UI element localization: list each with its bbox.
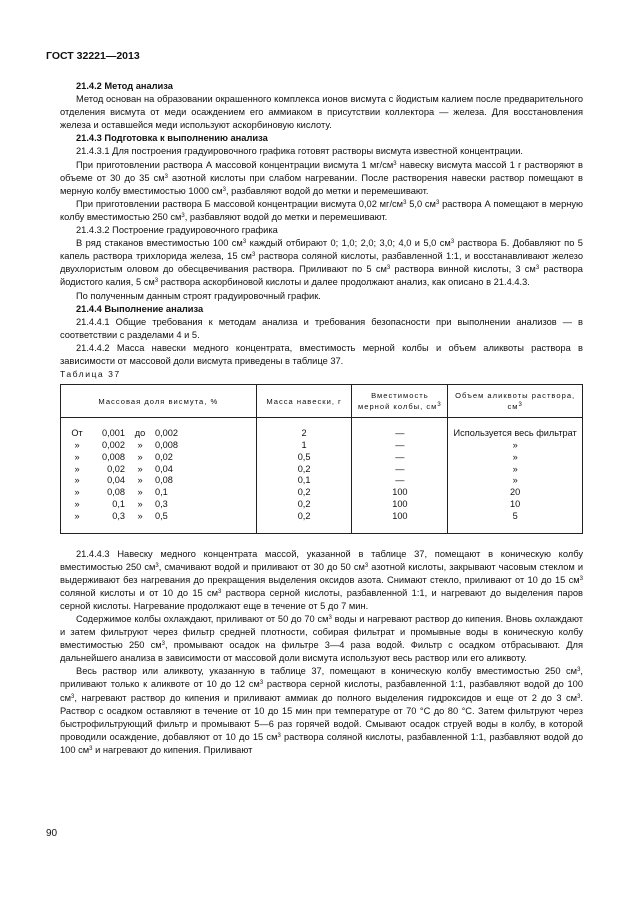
range-p: »	[74, 510, 80, 521]
table-cell-flask: 100	[392, 487, 408, 498]
table-cell-aliquot: »	[512, 463, 518, 474]
table-cell-flask: —	[395, 475, 405, 486]
table-cell-mass: 0,2	[297, 498, 311, 509]
paragraph: 21.4.4.2 Масса навески медного концентрата, вместимость мерной колбы и объем аликвоты раствора в зависимости от массовой доли висмута приведены в таблице 37.	[60, 342, 583, 366]
table-row-range	[65, 428, 252, 440]
paragraph: По полученным данным строят градуировочный график.	[76, 290, 321, 301]
range-from: 0,1	[112, 498, 125, 509]
table-header-cell: Масса навески, г	[256, 385, 352, 418]
table-cell-aliquot: Используется весь фильтрат	[453, 428, 577, 439]
table-cell-mass: 2	[301, 428, 307, 439]
range-to: 0,5	[155, 510, 168, 521]
paragraph: Содержимое колбы охлаждают, приливают от 50 до 70 $см^3$ воды и нагревают раствор до кипения. Вновь охлаждают и затем фильтруют через фильтр средней плотности, собирая фильтрат и промывные воды в коническую колбу вместимостью 250 $см^3$, промывают осадок на фильтре 3—4 раза водой. Фильтр с осадком отбрасывают. Для дальнейшего анализа в зависимости от массовой доли висмута используют весь раствор или его аликвоту.	[60, 614, 583, 664]
document-header: ГОСТ 32221—2013	[46, 50, 140, 62]
table-caption: Таблица 37	[60, 369, 121, 380]
table-cell-flask: —	[395, 451, 405, 462]
table-cell-aliquot: 10	[510, 498, 521, 509]
table-cell-aliquot: »	[512, 451, 518, 462]
table-row-range	[65, 487, 252, 499]
range-p: »	[74, 451, 80, 462]
table-body	[61, 418, 583, 533]
range-from: 0,02	[107, 463, 125, 474]
range-p: »	[74, 463, 80, 474]
range-to: 0,008	[155, 439, 178, 450]
table-cell-mass: 1	[301, 439, 307, 450]
range-to: 0,04	[155, 463, 173, 474]
table-cell-aliquot: 20	[510, 487, 521, 498]
table-row-range	[65, 452, 252, 464]
paragraph: При приготовлении раствора Б массовой концентрации висмута 0,02 $мг/см^3$ 5,0 $см^3$ раствора А помещают в мерную колбу вместимостью 250 $см^3$, разбавляют водой до метки и перемешивают.	[60, 198, 584, 222]
range-sep: »	[137, 498, 143, 509]
section-before-table	[60, 80, 583, 368]
range-p: »	[74, 487, 80, 498]
section-heading: 21.4.4 Выполнение анализа	[76, 303, 204, 314]
table-cell-mass: 0,1	[297, 475, 311, 486]
document-body	[60, 80, 583, 757]
range-sep: »	[137, 510, 143, 521]
range-to: 0,1	[155, 487, 168, 498]
column-mass-fraction	[61, 418, 257, 533]
range-sep: »	[137, 475, 143, 486]
table-row-range	[65, 440, 252, 452]
table-cell-flask: —	[395, 439, 405, 450]
column-flask-volume	[352, 418, 448, 533]
table-header-cell: Вместимость мерной колбы, $см^3$	[352, 385, 448, 418]
page-number: 90	[46, 828, 58, 839]
range-sep: »	[137, 487, 143, 498]
table-header-cell: Массовая доля висмута, %	[61, 385, 257, 418]
range-from: 0,08	[107, 487, 125, 498]
table-cell-aliquot: »	[512, 475, 518, 486]
range-p: От	[71, 428, 83, 439]
section-after-table	[60, 548, 583, 758]
range-to: 0,02	[155, 451, 173, 462]
range-sep: до	[134, 428, 146, 439]
paragraph: 21.4.3.2 Построение градуировочного графика	[76, 225, 278, 236]
range-sep: »	[137, 463, 143, 474]
table-cell-flask: 100	[392, 498, 408, 509]
table-cell-mass: 0,2	[297, 487, 311, 498]
paragraph: При приготовлении раствора А массовой концентрации висмута 1 $мг/см^3$ навеску висмута массой 1 г растворяют в объеме от 30 до 35 $см^3$ азотной кислоты при слабом нагревании. После растворения навески раствор помещают в мерную колбу вместимостью 1000 $см^3$, разбавляют водой до метки и перемешивают.	[60, 159, 583, 196]
table-cell-aliquot: »	[512, 439, 518, 450]
range-from: 0,3	[112, 510, 125, 521]
table-cell-mass: 0,2	[297, 510, 311, 521]
range-from: 0,04	[107, 475, 125, 486]
range-from: 0,002	[102, 439, 125, 450]
paragraph: 21.4.4.1 Общие требования к методам анализа и требования безопасности при выполнении анализов — в соответствии с разделами 4 и 5.	[60, 316, 583, 340]
column-aliquot-volume	[448, 418, 583, 533]
paragraph: 21.4.4.3 Навеску медного концентрата массой, указанной в таблице 37, помещают в коническую колбу вместимостью 250 $см^3$, смачивают водой и приливают от 30 до 50 $см^3$ азотной кислоты, закрывают часовым стеклом и выдерживают без нагревания до прекращения выделения оксидов азота. Снимают стекло, приливают от 10 до 15 $см^3$ соляной кислоты и от 10 до 15 $см^3$ раствора серной кислоты, разбавленной 1:1, и нагревают до выделения паров серной кислоты. Нагревание продолжают еще в течение от 5 до 7 мин.	[60, 548, 584, 611]
range-from: 0,001	[102, 428, 125, 439]
range-p: »	[74, 475, 80, 486]
range-to: 0,3	[155, 498, 168, 509]
table-row-range	[65, 499, 252, 511]
paragraph: 21.4.3.1 Для построения градуировочного графика готовят растворы висмута известной концентрации.	[76, 146, 523, 157]
range-p: »	[74, 439, 80, 450]
column-sample-mass	[256, 418, 352, 533]
table-cell-flask: —	[395, 463, 405, 474]
range-p: »	[74, 498, 80, 509]
table-row-range	[65, 511, 252, 523]
range-sep: »	[137, 439, 143, 450]
paragraph: Метод основан на образовании окрашенного комплекса ионов висмута с йодистым калием после предварительного отделения висмута от меди осаждением его аммиаком в присутствии коллектора — железа. Для восстановления железа и оставшейся меди используют аскорбиновую кислоту.	[60, 94, 583, 131]
table-cell-flask: 100	[392, 510, 408, 521]
table-header-cell: Объем аликвоты раствора, $см^3$	[448, 385, 583, 418]
range-from: 0,008	[102, 451, 125, 462]
range-to: 0,08	[155, 475, 173, 486]
paragraph: Весь раствор или аликвоту, указанную в таблице 37, помещают в коническую колбу вместимостью 250 $см^3$, приливают только к аликвоте от 10 до 12 $см^3$ раствора серной кислоты, разбавленной 1:1, разбавляют водой до 100 $см^3$, нагревают раствор до кипения и приливают аммиак до полного выделения гидроксидов и еще от 2 до 3 $см^3$. Раствор с осадком оставляют в течение от 10 до 15 мин при температуре от 70 °С до 80 °С. Затем фильтруют через быстрофильтрующий фильтр и промывают 5—6 раз горячей водой. Смывают осадок струей воды в колбу, в которой проводили осаждение, добавляют от 10 до 15 $см^3$ раствора соляной кислоты, разбавленной 1:1, разбавляют водой до 100 $см^3$ и нагревают до кипения. Приливают	[60, 666, 583, 755]
table-37	[60, 384, 583, 533]
table-cell-mass: 0,5	[297, 451, 311, 462]
table-row-range	[65, 475, 252, 487]
paragraph: В ряд стаканов вместимостью 100 $см^3$ каждый отбирают 0; 1,0; 2,0; 3,0; 4,0 и 5,0 $см^3$ раствора Б. Добавляют по 5 капель раствора трихлорида железа, 15 $см^3$ раствора соляной кислоты, разбавленной 1:1, и восстанавливают железо двухлористым оловом до обесцвечивания раствора. Приливают по 5 $см^3$ раствора винной кислоты, 3 $см^3$ раствора йодистого калия, 5 $см^3$ раствора аскорбиновой кислоты и далее продолжают анализ, как описано в 21.4.4.3.	[60, 238, 583, 288]
range-sep: »	[137, 451, 143, 462]
table-cell-aliquot: 5	[512, 510, 518, 521]
table-row-range	[65, 464, 252, 476]
table-cell-mass: 0,2	[297, 463, 311, 474]
range-to: 0,002	[155, 428, 178, 439]
section-heading: 21.4.2 Метод анализа	[76, 81, 173, 91]
table-header-row	[61, 385, 583, 418]
table-cell-flask: —	[395, 428, 405, 439]
section-heading: 21.4.3 Подготовка к выполнению анализа	[76, 133, 268, 144]
